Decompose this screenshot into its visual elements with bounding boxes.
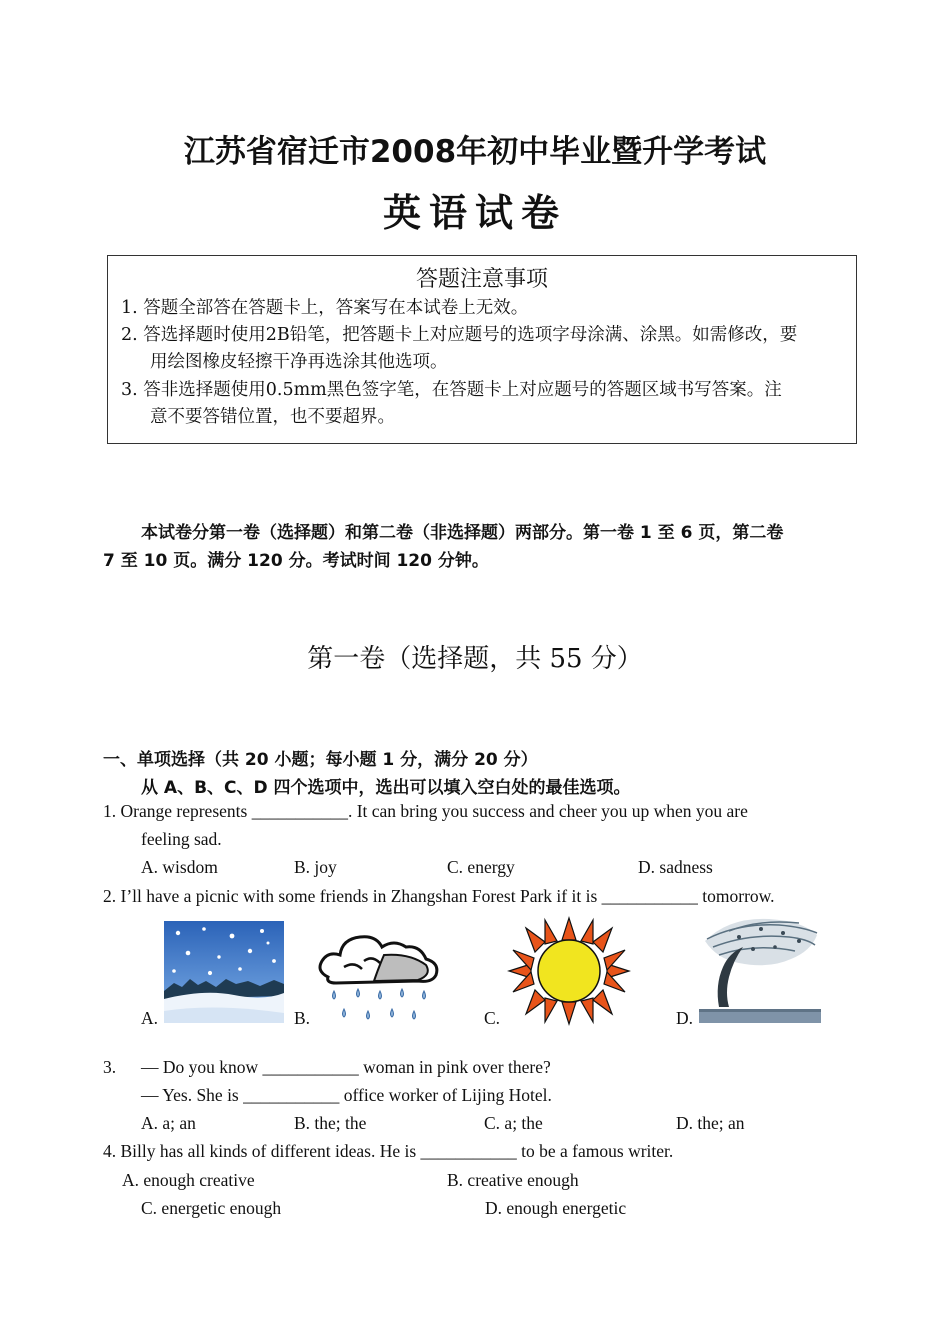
section-heading: 一、单项选择（共 20 小题；每小题 1 分，满分 20 分）	[103, 750, 538, 770]
q2-option-d: D.	[676, 1008, 694, 1028]
rain-cloud-image	[314, 925, 442, 1027]
q1-option-d: D. sadness	[638, 857, 713, 877]
exam-subtitle: 英语试卷	[382, 191, 567, 235]
q4-option-a: A. enough creative	[122, 1170, 255, 1190]
q4-option-c: C. energetic enough	[141, 1198, 282, 1218]
sun-image	[507, 916, 631, 1026]
notice-heading: 答题注意事项	[415, 267, 548, 292]
notice-item-2b: 用绘图橡皮轻擦干净再选涂其他选项。	[150, 352, 448, 372]
q3-option-c: C. a; the	[484, 1113, 543, 1133]
intro-line-2: 7 至 10 页。满分 120 分。考试时间 120 分钟。	[103, 551, 489, 571]
q2-stem: 2. I’ll have a picnic with some friends in Zhangshan Forest Park if it is ___________ tomorrow.	[103, 886, 775, 906]
notice-item-2a: 2. 答选择题时使用2B铅笔，把答题卡上对应题号的选项字母涂满、涂黑。如需修改，要	[121, 325, 798, 345]
notice-item-3b: 意不要答错位置，也不要超界。	[150, 407, 395, 427]
q1-option-b: B. joy	[294, 857, 337, 877]
notice-item-3a: 3. 答非选择题使用0.5mm黑色签字笔，在答题卡上对应题号的答题区域书写答案。注	[121, 380, 782, 400]
q2-option-b: B.	[294, 1008, 311, 1028]
q1-stem-cont: feeling sad.	[141, 829, 222, 849]
q3-number: 3.	[103, 1057, 117, 1077]
windy-tree-image	[699, 911, 821, 1023]
q3-stem-2: — Yes. She is ___________ office worker of Lijing Hotel.	[141, 1085, 552, 1105]
q3-option-d: D. the; an	[676, 1113, 745, 1133]
q2-option-a: A.	[141, 1008, 159, 1028]
section-instruction: 从 A、B、C、D 四个选项中，选出可以填入空白处的最佳选项。	[141, 778, 631, 798]
q4-option-b: B. creative enough	[447, 1170, 579, 1190]
notice-box	[107, 255, 857, 444]
q1-option-a: A. wisdom	[141, 857, 218, 877]
notice-item-1: 1. 答题全部答在答题卡上，答案写在本试卷上无效。	[121, 298, 529, 318]
q1-stem: 1. Orange represents ___________. It can bring you success and cheer you up when you are	[103, 801, 748, 821]
q3-stem-1: — Do you know ___________ woman in pink over there?	[141, 1057, 551, 1077]
q2-option-c: C.	[484, 1008, 501, 1028]
q3-option-a: A. a; an	[141, 1113, 196, 1133]
q4-stem: 4. Billy has all kinds of different ideas. He is ___________ to be a famous writer.	[103, 1141, 674, 1161]
q3-option-b: B. the; the	[294, 1113, 367, 1133]
intro-line-1: 本试卷分第一卷（选择题）和第二卷（非选择题）两部分。第一卷 1 至 6 页，第二卷	[141, 523, 784, 543]
exam-title: 江苏省宿迁市2008年初中毕业暨升学考试	[183, 134, 767, 170]
part-one-title: 第一卷（选择题，共 55 分）	[307, 644, 643, 674]
q1-option-c: C. energy	[447, 857, 515, 877]
snow-scene-image	[164, 921, 284, 1023]
q4-option-d: D. enough energetic	[485, 1198, 627, 1218]
